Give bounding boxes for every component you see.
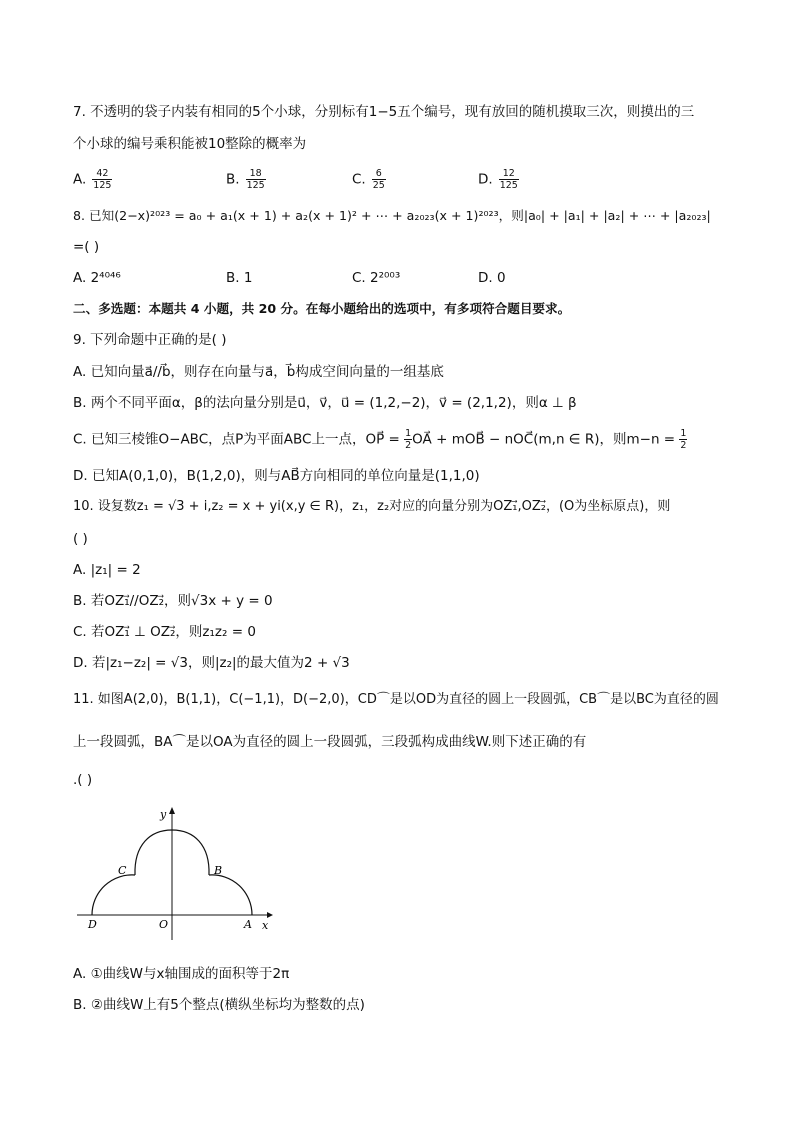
section-2-heading: 二、多选题：本题共 4 小题，共 20 分。在每小题给出的选项中，有多项符合题目要求。: [73, 301, 571, 316]
q7-line1: 7. 不透明的袋子内装有相同的5个小球，分别标有1−5五个编号，现有放回的随机摸取三次，则摸出的三: [73, 104, 695, 120]
q11-option-b: B. ②曲线W上有5个整点(横纵坐标均为整数的点): [73, 997, 365, 1013]
option-fraction: $\frac{6}{25}$: [372, 168, 385, 191]
q7-option-b: [226, 168, 266, 191]
arc-ba: [209, 875, 252, 915]
label-b: B: [214, 864, 223, 877]
q10-line1: 10. 设复数z₁ = √3 + i,z₂ = x + yi(x,y ∈ R)，z₁，z₂对应的向量分别为OZ₁⃗,OZ₂⃗，(O为坐标原点)，则: [73, 499, 671, 514]
q8-option-d: D. 0: [478, 270, 506, 286]
option-fraction: $\frac{18}{125}$: [246, 168, 265, 191]
option-fraction: $\frac{42}{125}$: [93, 168, 112, 191]
q11-line2: 上一段圆弧，BA⌒是以OA为直径的圆上一段圆弧，三段弧构成曲线W.则下述正确的有: [73, 734, 587, 750]
q10-option-a: A. |z₁| = 2: [73, 562, 141, 578]
option-letter: D.: [478, 171, 493, 188]
label-y: y: [160, 808, 167, 821]
option-letter: B.: [226, 171, 240, 188]
label-c: C: [118, 864, 127, 877]
label-d: D: [88, 918, 97, 931]
q9-option-a: A. 已知向量a⃗//b⃗，则存在向量与a⃗，b⃗构成空间向量的一组基底: [73, 364, 444, 380]
q10-option-c: C. 若OZ₁⃗ ⊥ OZ₂⃗，则z₁z₂ = 0: [73, 624, 256, 640]
q9-fraction: $\frac{1}{2}$: [680, 428, 687, 451]
option-fraction: $\frac{12}{125}$: [499, 168, 518, 191]
q9-option-c-text: C. 已知三棱锥O−ABC，点P为平面ABC上一点，OP⃗ =: [73, 431, 405, 448]
q9-option-b: B. 两个不同平面α，β的法向量分别是u⃗，v⃗，u⃗ = (1,2,−2)，v⃗ = (2,1,2)，则α ⊥ β: [73, 395, 577, 411]
q10-line2: ( ): [73, 531, 88, 547]
q11-option-a: A. ①曲线W与x轴围成的面积等于2π: [73, 966, 290, 982]
q11-line1: 11. 如图A(2,0)，B(1,1)，C(−1,1)，D(−2,0)，CD⌒是以OD为直径的圆上一段圆弧，CB⌒是以BC为直径的圆: [73, 692, 719, 707]
q7-option-d: [478, 168, 519, 191]
q8-line1: 8. 已知(2−x)²⁰²³ = a₀ + a₁(x + 1) + a₂(x + 1)² + ⋯ + a₂₀₂₃(x + 1)²⁰²³，则|a₀| + |a₁| + |a₂| + ⋯ + |a₂₀₂₃|: [73, 208, 711, 223]
q8-option-c: C. 2²⁰⁰³: [352, 270, 401, 286]
arc-dc: [92, 875, 135, 915]
curve-w-figure: [72, 800, 282, 945]
q9-option-c-text: OA⃗ + mOB⃗ − nOC⃗(m,n ∈ R)，则m−n =: [412, 431, 680, 448]
label-o: O: [159, 918, 169, 931]
q7-option-a: [73, 168, 112, 191]
q7-line2: 个小球的编号乘积能被10整除的概率为: [73, 136, 307, 152]
x-axis-arrow-icon: [267, 912, 273, 918]
q9-fraction: $\frac{1}{2}$: [405, 428, 412, 451]
option-letter: C.: [352, 171, 366, 188]
y-axis-arrow-icon: [169, 807, 175, 814]
q9-option-c: [73, 428, 687, 451]
q9-option-d: D. 已知A(0,1,0)，B(1,2,0)，则与AB⃗方向相同的单位向量是(1,1,0): [73, 468, 480, 484]
q11-line3: .( ): [73, 772, 93, 788]
label-a: A: [244, 918, 252, 931]
q10-option-d: D. 若|z₁−z₂| = √3，则|z₂|的最大值为2 + √3: [73, 655, 350, 671]
q9-stem: 9. 下列命题中正确的是( ): [73, 332, 227, 348]
q8-line2: =( ): [73, 239, 100, 255]
option-letter: A.: [73, 171, 87, 188]
q7-option-c: [352, 168, 386, 191]
q8-option-b: B. 1: [226, 270, 253, 286]
q8-option-a: A. 2⁴⁰⁴⁶: [73, 270, 121, 286]
q10-option-b: B. 若OZ₁⃗//OZ₂⃗，则√3x + y = 0: [73, 593, 273, 609]
label-x: x: [262, 919, 269, 932]
